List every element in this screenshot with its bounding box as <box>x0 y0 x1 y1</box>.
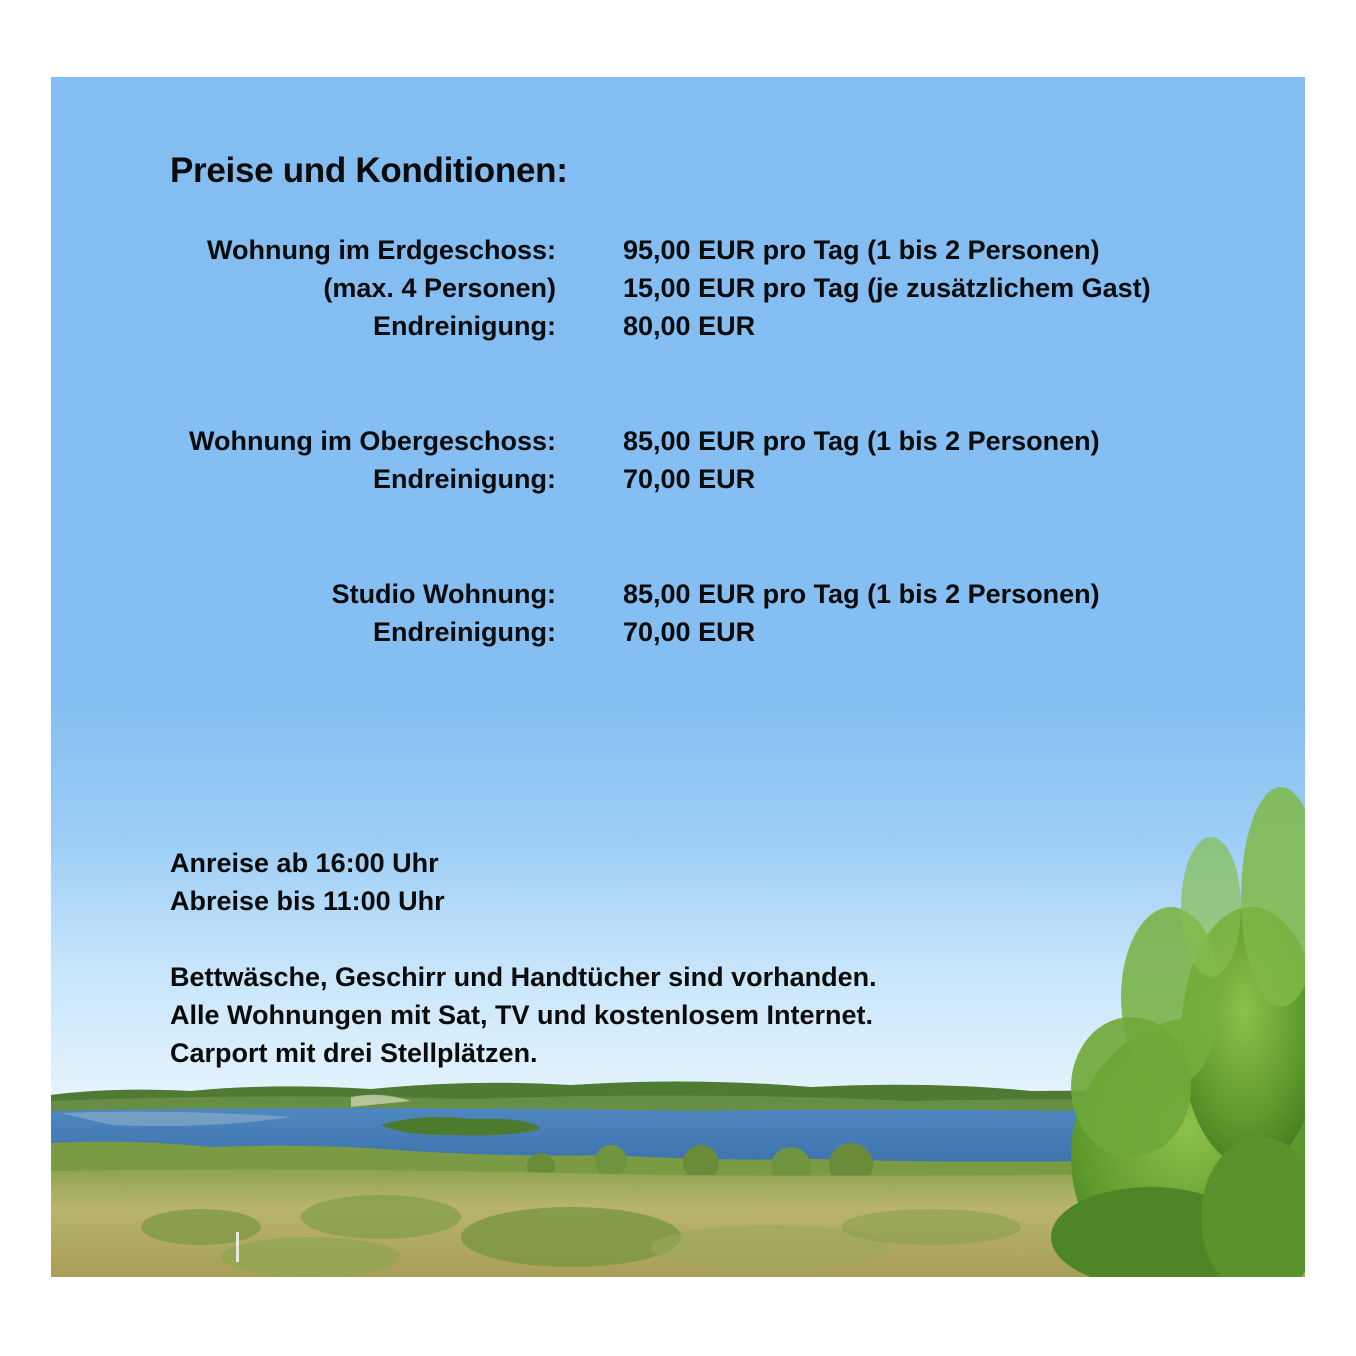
cleaning-label: Endreinigung: <box>373 617 556 647</box>
birch-tree <box>1051 787 1305 1277</box>
cleaning-price: 70,00 EUR <box>623 464 756 494</box>
cleaning-price: 80,00 EUR <box>623 311 756 341</box>
apartment-label: Studio Wohnung: <box>331 579 556 609</box>
price-value: 85,00 EUR pro Tag (1 bis 2 Personen) <box>623 426 1100 456</box>
price-panel <box>51 77 1305 1277</box>
apartment-label: Wohnung im Erdgeschoss: <box>206 235 556 265</box>
amenity-line: Bettwäsche, Geschirr und Handtücher sind vorhanden. <box>170 962 877 992</box>
price-row <box>51 575 1305 613</box>
cleaning-price: 70,00 EUR <box>623 617 756 647</box>
cleaning-label: Endreinigung: <box>373 464 556 494</box>
price-row <box>51 460 1305 498</box>
price-row <box>51 307 1305 345</box>
amenity-line: Alle Wohnungen mit Sat, TV und kostenlosem Internet. <box>170 1000 874 1030</box>
arrival-time: Anreise ab 16:00 Uhr <box>170 848 439 878</box>
page-title: Preise und Konditionen: <box>170 151 568 190</box>
price-row <box>51 231 1305 269</box>
price-row <box>51 269 1305 307</box>
price-row <box>51 422 1305 460</box>
apartment-label: Wohnung im Obergeschoss: <box>188 426 556 456</box>
cleaning-label: Endreinigung: <box>373 311 556 341</box>
price-value: 95,00 EUR pro Tag (1 bis 2 Personen) <box>623 235 1100 265</box>
extra-guest-price: 15,00 EUR pro Tag (je zusätzlichem Gast) <box>623 273 1151 303</box>
departure-time: Abreise bis 11:00 Uhr <box>170 886 445 916</box>
price-row <box>51 613 1305 651</box>
capacity-label: (max. 4 Personen) <box>323 273 556 303</box>
amenity-line: Carport mit drei Stellplätzen. <box>170 1038 538 1068</box>
price-value: 85,00 EUR pro Tag (1 bis 2 Personen) <box>623 579 1100 609</box>
